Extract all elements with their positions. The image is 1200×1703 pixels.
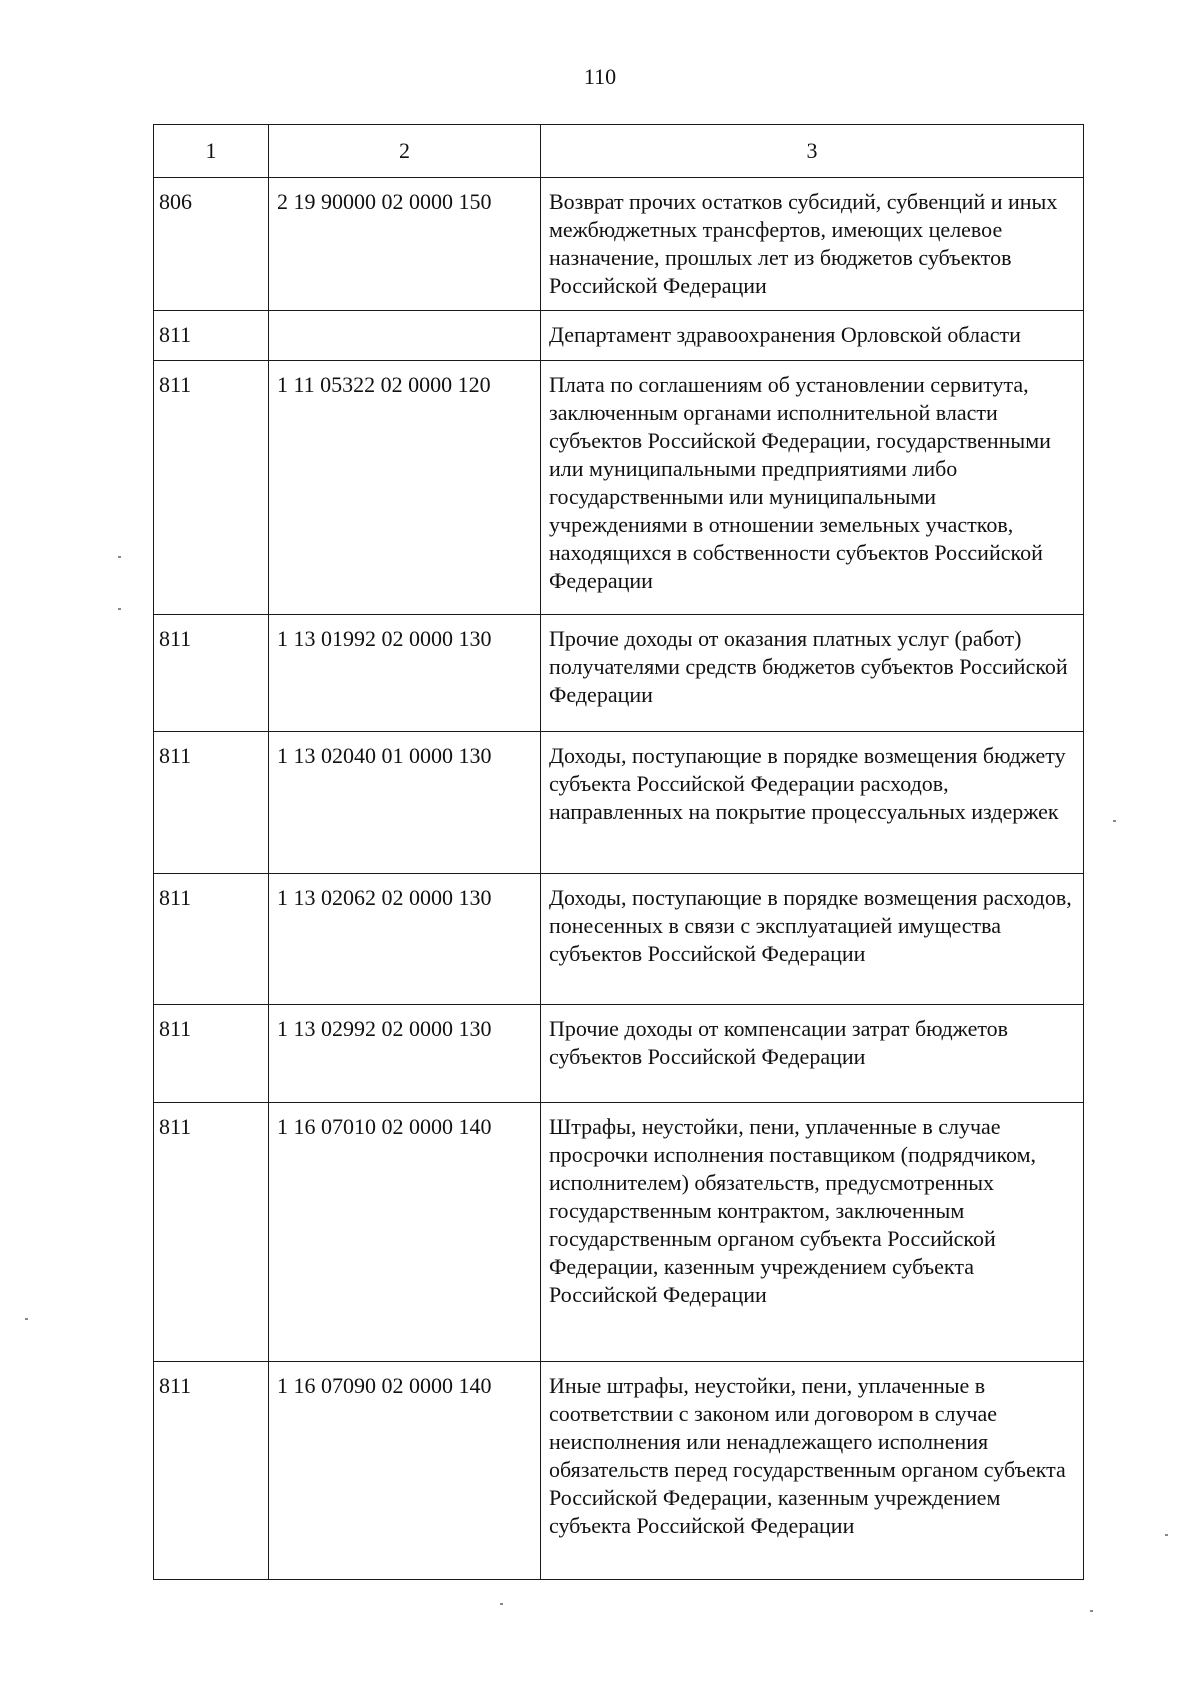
scan-speck [118,608,121,610]
table-row [154,311,1084,361]
column-header-2: 2 [269,125,541,178]
page-number: 110 [583,64,617,89]
table-row [154,874,1084,1005]
table-row [154,732,1084,874]
department-name-cell: Департамент здравоохранения Орловской области [541,311,1084,361]
revenue-name-cell: Возврат прочих остатков субсидий, субвенций и иных межбюджетных трансфертов, имеющих целевое назначение, прошлых лет из бюджетов субъектов Российской Федерации [541,178,1084,311]
scan-speck [1090,1610,1093,1612]
table-row [154,1103,1084,1362]
scan-speck [118,556,121,558]
admin-code-cell: 806 [154,178,269,311]
revenue-code-cell: 1 13 02062 02 0000 130 [269,874,541,1005]
scan-speck [1165,1534,1168,1536]
scan-speck [25,1318,28,1320]
revenue-code-cell: 1 13 02992 02 0000 130 [269,1005,541,1103]
admin-code-cell: 811 [154,615,269,732]
table-row [154,361,1084,615]
column-header-3: 3 [541,125,1084,178]
revenue-name-cell: Прочие доходы от компенсации затрат бюджетов субъектов Российской Федерации [541,1005,1084,1103]
revenue-name-cell: Доходы, поступающие в порядке возмещения расходов, понесенных в связи с эксплуатацией имущества субъектов Российской Федерации [541,874,1084,1005]
revenue-name-cell: Доходы, поступающие в порядке возмещения бюджету субъекта Российской Федерации расходов, направленных на покрытие процессуальных издержек [541,732,1084,874]
admin-code-cell: 811 [154,361,269,615]
revenue-code-cell: 2 19 90000 02 0000 150 [269,178,541,311]
scan-speck [1113,820,1116,822]
admin-code-cell: 811 [154,311,269,361]
table-row [154,615,1084,732]
table-row [154,1362,1084,1580]
table-header-row [154,125,1084,178]
admin-code-cell: 811 [154,1362,269,1580]
revenue-name-cell: Прочие доходы от оказания платных услуг (работ) получателями средств бюджетов субъектов Российской Федерации [541,615,1084,732]
admin-code-cell: 811 [154,1005,269,1103]
revenue-codes-table [153,124,1084,1580]
revenue-code-cell: 1 16 07090 02 0000 140 [269,1362,541,1580]
revenue-name-cell: Иные штрафы, неустойки, пени, уплаченные в соответствии с законом или договором в случае неисполнения или ненадлежащего исполнения обязательств перед государственным органом субъекта Российской Федерации, казенным учреждением субъекта Российской Федерации [541,1362,1084,1580]
revenue-code-cell: 1 13 02040 01 0000 130 [269,732,541,874]
scan-speck [500,1603,503,1605]
revenue-code-cell: 1 16 07010 02 0000 140 [269,1103,541,1362]
admin-code-cell: 811 [154,1103,269,1362]
column-header-1: 1 [154,125,269,178]
revenue-code-cell [269,311,541,361]
admin-code-cell: 811 [154,874,269,1005]
revenue-code-cell: 1 13 01992 02 0000 130 [269,615,541,732]
admin-code-cell: 811 [154,732,269,874]
revenue-name-cell: Штрафы, неустойки, пени, уплаченные в случае просрочки исполнения поставщиком (подрядчиком, исполнителем) обязательств, предусмотренных государственным контрактом, заключенным государственным органом субъекта Российской Федерации, казенным учреждением субъекта Российской Федерации [541,1103,1084,1362]
revenue-code-cell: 1 11 05322 02 0000 120 [269,361,541,615]
revenue-name-cell: Плата по соглашениям об установлении сервитута, заключенным органами исполнительной власти субъектов Российской Федерации, государственными или муниципальными предприятиями либо государственными или муниципальными учреждениями в отношении земельных участков, находящихся в собственности субъектов Российской Федерации [541,361,1084,615]
table-row [154,1005,1084,1103]
table-row [154,178,1084,311]
